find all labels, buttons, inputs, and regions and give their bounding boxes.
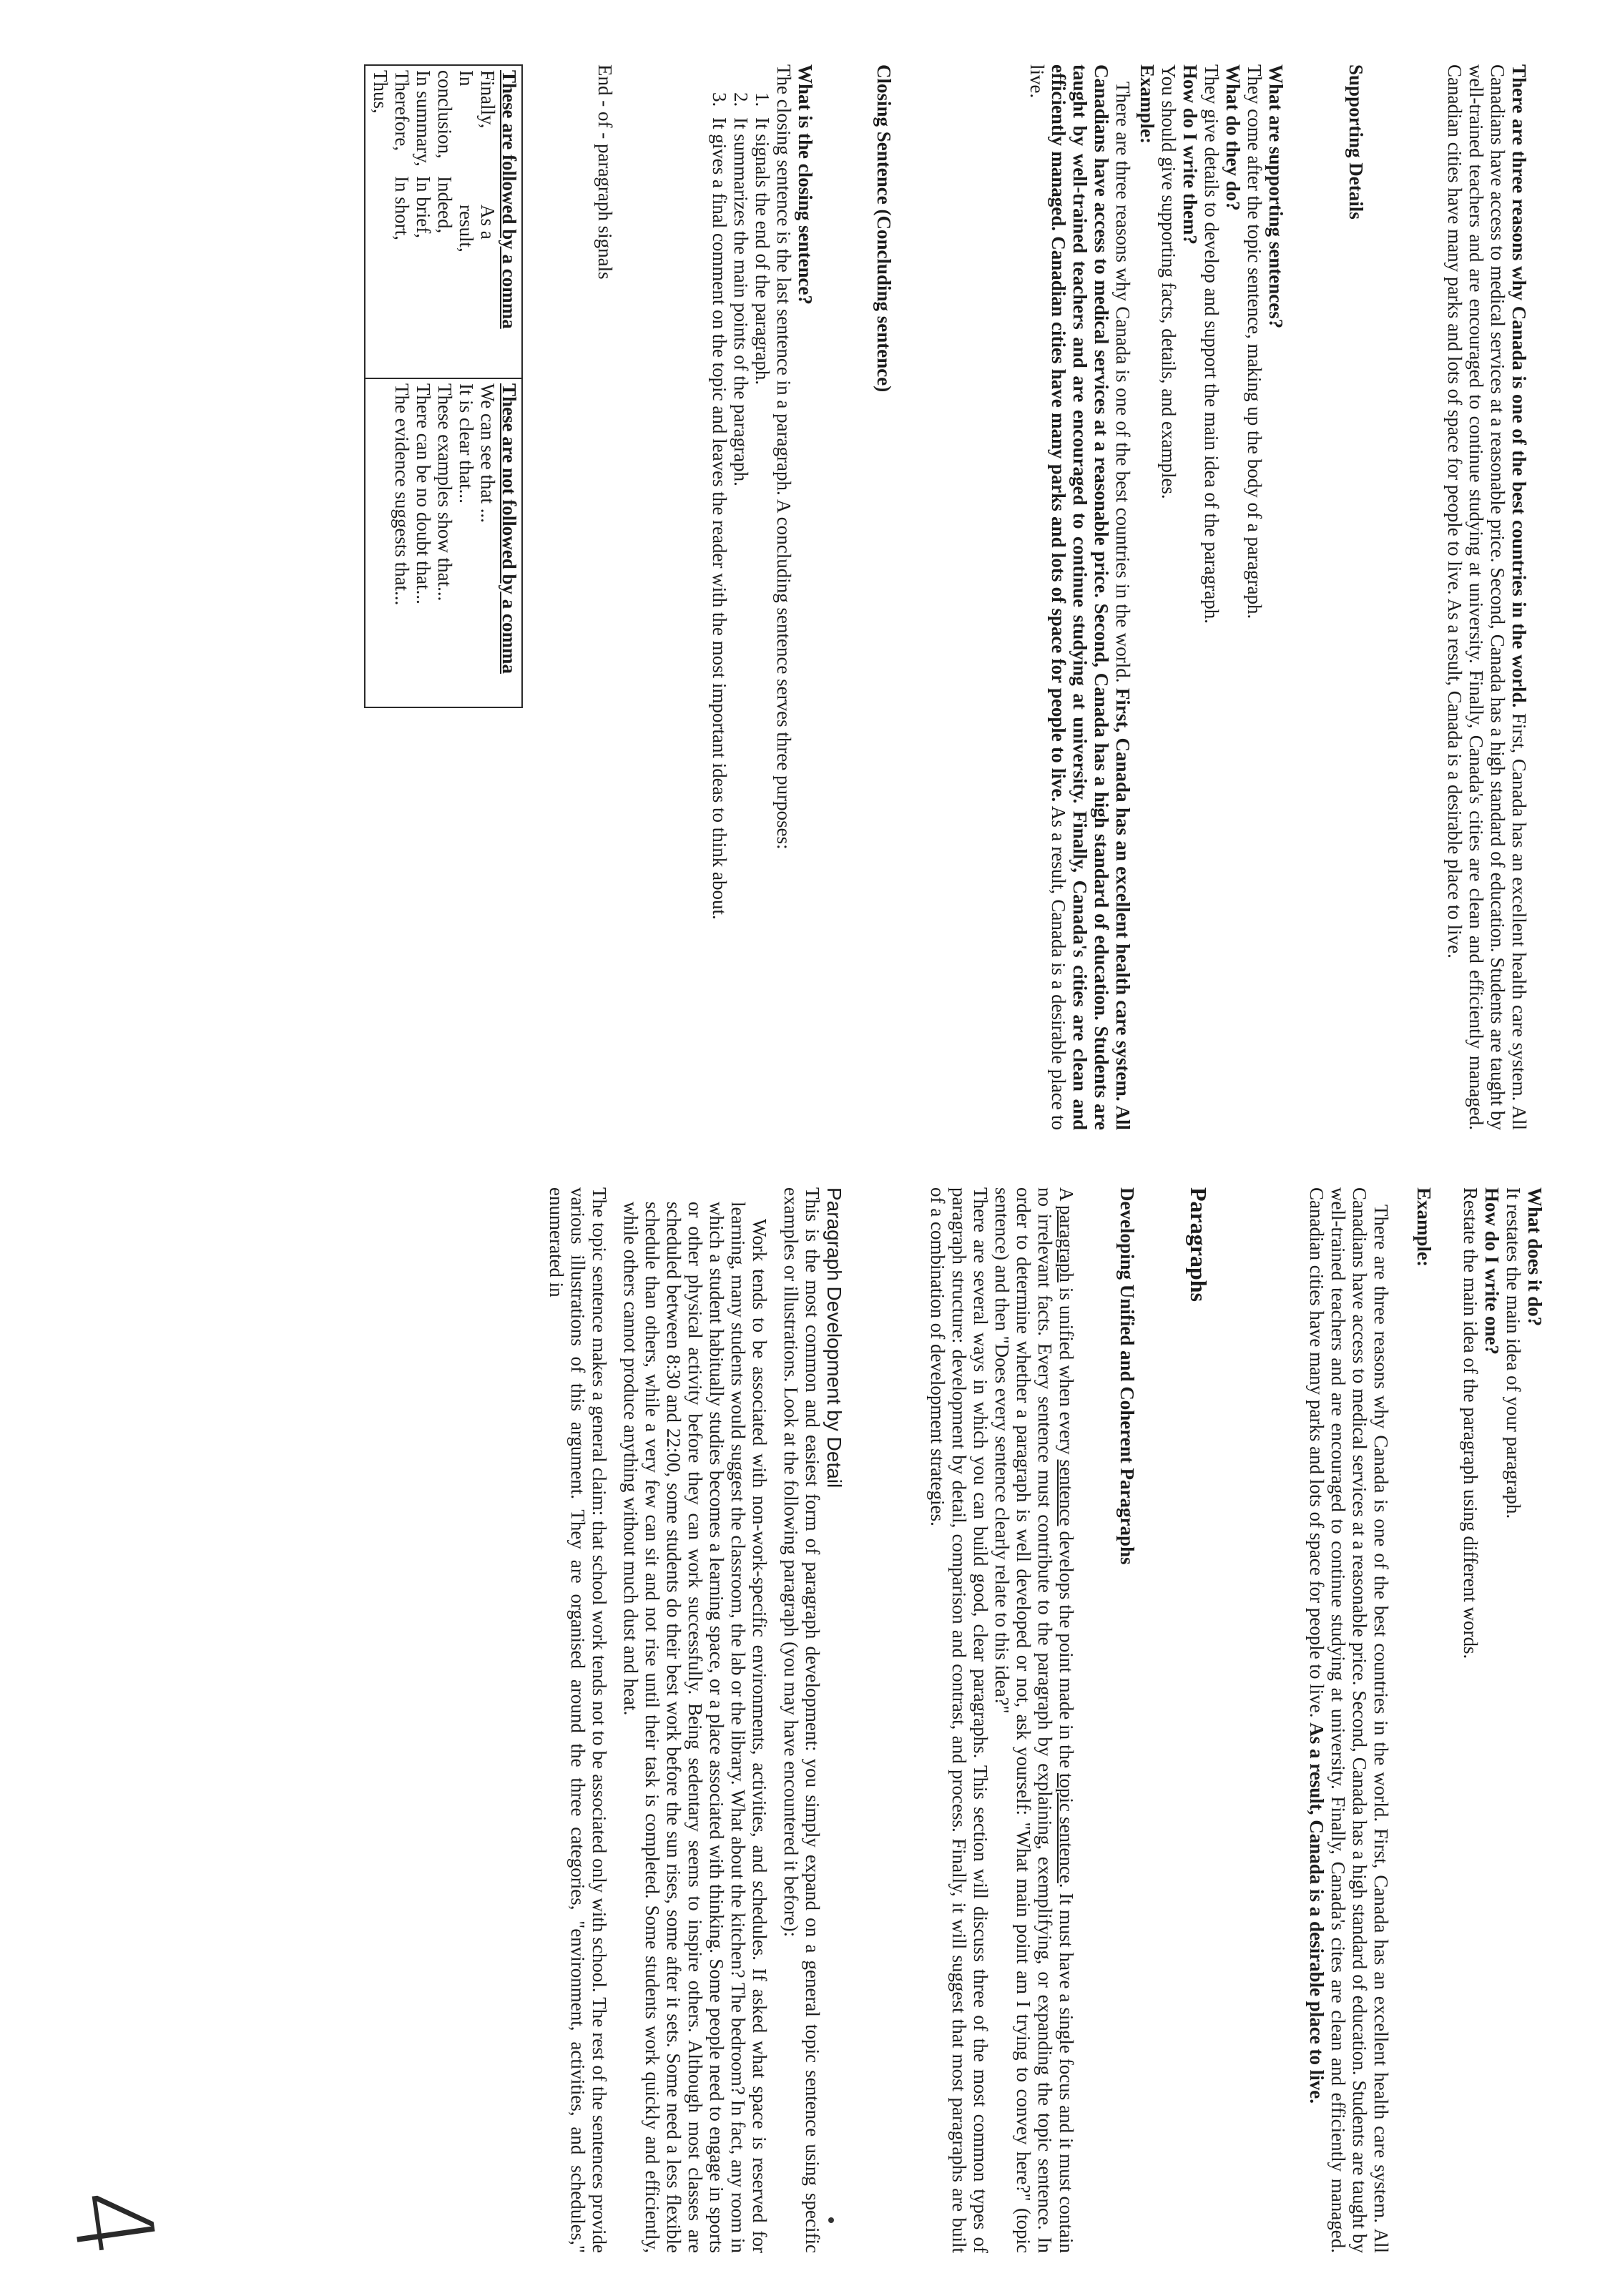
signal-phrase: There can be no doubt that... <box>413 383 434 604</box>
signal-word: In short, <box>391 176 413 240</box>
signal-phrase: We can see that ... <box>477 383 499 523</box>
concluding-example-paragraph <box>1306 1187 1392 2253</box>
question-what-are-supporting: What are supporting sentences? <box>1265 64 1287 329</box>
signal-word: Finally, <box>477 70 499 129</box>
example-paragraph <box>1444 64 1530 1130</box>
unified-coherent-heading: Developing Unified and Coherent Paragraphs <box>1116 1187 1138 1565</box>
answer-what-do-they-do: They give details to develop and support the main idea of the paragraph. <box>1201 64 1222 624</box>
signal-word: In brief, <box>413 176 434 238</box>
signal-word: In conclusion, <box>434 70 477 159</box>
answer-how-do-i-write-one: Restate the main idea of the paragraph using different words. <box>1460 1187 1481 1659</box>
unified-text: develops the point made in the <box>1056 1526 1077 1774</box>
purpose-item: 2. It summarizes the main points of the paragraph. <box>730 112 752 1130</box>
signal-word: Therefore, <box>391 70 413 152</box>
supporting-example-conclusion: As a result, Canada is a desirable place to live. <box>1026 64 1069 1130</box>
signals-cell-without-comma <box>365 378 522 707</box>
signal-word: Thus, <box>370 70 391 114</box>
question-how-do-i-write-one: How do I write one? <box>1481 1187 1503 1355</box>
page-number: 4 <box>45 2180 178 2266</box>
answer-closing-sentence: The closing sentence is the last sentence in a paragraph. A concluding sentence serves three purposes: <box>773 64 795 850</box>
signals-col-a <box>370 70 499 176</box>
scan-speck <box>828 2217 834 2223</box>
supporting-details-qa <box>1026 64 1287 1130</box>
purpose-item: 1. It signals the end of the paragraph. <box>752 112 773 1130</box>
unified-text: A <box>1056 1187 1077 1205</box>
unified-paragraph-2: There are several ways in which you can build good, clear paragraphs. This section will discuss three of the most common types of paragraph structure: development by detail, comparison and contrast, and process. Finally, it will suggest that most paragraphs are built of a combination of development strategies. <box>927 1187 991 2253</box>
example-label: Example: <box>1413 1187 1435 1267</box>
signals-head-with-comma: These are followed by a comma <box>499 70 520 329</box>
question-what-does-it-do: What does it do? <box>1524 1187 1546 1327</box>
paragraph-link: paragraph <box>1056 1205 1077 1282</box>
question-closing-sentence: What is the closing sentence? <box>795 64 816 305</box>
signal-phrase: The evidence suggests that... <box>391 383 413 606</box>
unified-paragraph-1 <box>991 1187 1077 2253</box>
signals-col-b <box>370 176 499 282</box>
topic-sentence-link: topic sentence <box>1056 1773 1077 1883</box>
signal-phrase: It is clear that... <box>456 383 477 504</box>
supporting-example-details: First, Canada has an excellent health care system. All Canadians have access to medical services at a reasonable price. Second, Canada has a high standard of education. Students are taught by well-trained teachers and are encouraged to continue studying at university. Finally, Canada's cities are clean and efficiently managed. Canadian cities have many parks and lots of space for people to live. <box>1048 64 1134 1130</box>
unified-text: is unified when every <box>1056 1282 1077 1460</box>
signal-word: As a result, <box>456 205 499 252</box>
example-body: First, Canada has an excellent health care system. All Canadians have access to medical services at a reasonable price. Second, Canada has a high standard of education. Students are taught by well-trained teachers and are encouraged to continue studying at university. Finally, Canada's cities are clean and efficiently managed. Canadian cities have many parks and lots of space for people to live. As a result, Canada is a desirable place to live. <box>1444 64 1530 1130</box>
detail-analysis-paragraph: The topic sentence makes a general claim: that school work tends not to be associated only with school. The rest of the sentences provide various illustrations of this argument. They are organised around the three categories, "environment, activities, and schedules," enumerated in <box>546 1187 610 2253</box>
signal-word: Indeed, <box>434 176 456 234</box>
question-what-do-they-do: What do they do? <box>1222 64 1244 211</box>
answer-what-does-it-do: It restates the main idea of your paragraph. <box>1503 1187 1524 1519</box>
answer-how-do-i-write: You should give supporting facts, details, and examples. <box>1158 64 1179 499</box>
supporting-details-heading: Supporting Details <box>1345 64 1367 220</box>
concluding-example-conclusion: As a result, Canada is a desirable place to live. <box>1306 1722 1327 2104</box>
unified-section <box>927 1187 1077 2253</box>
sentence-link: sentence <box>1056 1459 1077 1526</box>
development-by-detail-heading: Paragraph Development by Detail <box>823 1187 845 1488</box>
right-panel <box>0 1187 1610 2253</box>
purposes-list <box>709 64 773 1130</box>
purpose-item: 3. It gives a final comment on the topic and leaves the reader with the most important ideas to think about. <box>709 112 730 1130</box>
supporting-example-paragraph <box>1026 64 1134 1130</box>
question-how-do-i-write: How do I write them? <box>1179 64 1201 245</box>
detail-intro-paragraph: This is the most common and easiest form of paragraph development: you simply expand on a general topic sentence using specific examples or illustrations. Look at the following paragraph (you may have encountered it before): <box>780 1187 823 2253</box>
supporting-example-topic: There are three reasons why Canada is one of the best countries in the world. <box>1112 82 1134 688</box>
development-by-detail-section <box>546 1187 823 2253</box>
closing-sentence-section <box>709 64 816 1130</box>
signal-word: In summary, <box>413 70 434 167</box>
example-label: Example: <box>1137 64 1158 144</box>
concluding-example-body: There are three reasons why Canada is one of the best countries in the world. First, Canada has an excellent health care system. All Canadians have access to medical services at a reasonable price. Second, Canada has a high standard of education. Students are taught by well-trained teachers and are encouraged to continue studying at university. Finally, Canada's cites are clean and efficiently managed. Canadian cities have many parks and lots of space for people to live. <box>1306 1187 1392 2253</box>
signals-with-comma-list <box>370 70 499 371</box>
answer-what-are-supporting: They come after the topic sentence, making up the body of a paragraph. <box>1244 64 1265 619</box>
concluding-qa <box>1460 1187 1546 2253</box>
signals-table <box>364 64 523 708</box>
signals-head-without-comma: These are not followed by a comma <box>499 383 520 674</box>
detail-example-paragraph: Work tends to be associated with non-work-specific environments, activities, and schedules. If asked what space is reserved for learning, many students would suggest the classroom, the lab or the library. What about the kitchen? The bedroom? In fact, any room in which a student habitually studies becomes a learning space, or a place associated with thinking. Some people need to engage in sports or other physical activity before they can work successfully. Being sedentary seems to inspire others. Although most classes are scheduled between 8:30 and 22:00, some students do their best work before the sun rises, some after it sets. Some need a less flexible schedule than others, while a very few can sit and not rise until their task is completed. Some students work quickly and efficiently, while others cannot produce anything without much dust and heat. <box>620 1202 770 2253</box>
signal-phrase: These examples show that... <box>434 383 456 602</box>
signals-title: End - of - paragraph signals <box>594 64 616 280</box>
example-topic-sentence: There are three reasons why Canada is one of the best countries in the world. <box>1508 64 1530 708</box>
unified-text: . It must have a single focus and it must contain no irrelevant facts. Every sentence must contribute to the paragraph by explaining, exemplifying, or expanding the topic sentence. In order to determine whether a paragraph is well developed or not, ask yourself: "What main point am I trying to convey here?" (topic sentence) and then "Does every sentence clearly relate to this idea?" <box>991 1187 1077 2253</box>
paragraphs-heading: Paragraphs <box>1186 1187 1212 1302</box>
closing-sentence-heading: Closing Sentence (Concluding sentence) <box>873 64 895 393</box>
left-panel <box>0 64 1610 1130</box>
signals-cell-with-comma <box>365 65 522 378</box>
